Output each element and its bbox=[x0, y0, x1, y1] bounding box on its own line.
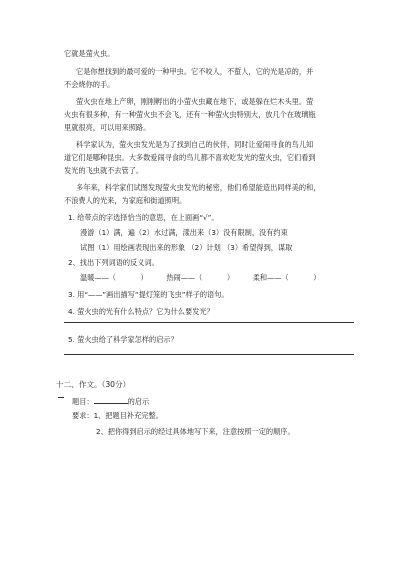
question-3: 3. 用“——”画出描写“提灯笼的飞虫”样子的语句。 bbox=[68, 290, 229, 299]
passage-line: 发光的飞虫就不去管了。 bbox=[64, 166, 144, 175]
divider-mark bbox=[58, 397, 64, 398]
question-1-option-a: 漫游（1）满，遍（2）水过满，漾出来（3）没有限制，没有约束 bbox=[80, 228, 288, 237]
requirement-2: 2、把你得到启示的经过具体地写下来，注意按照一定的顺序。 bbox=[96, 427, 295, 436]
passage-line: 它是你想找到的最可爱的一种甲虫。它不咬人，不蜇人，它的光是凉的，并 bbox=[76, 67, 314, 76]
passage-line: 它就是萤火虫。 bbox=[64, 49, 115, 58]
question-1-option-b: 试图（1）用绘画表现出来的形象 （2）计划 （3）希望得到，谋取 bbox=[80, 243, 293, 252]
antonym-3-label: 柔和——（ bbox=[252, 273, 289, 282]
passage-line: 火虫有很多种，有一种萤火虫不会飞，还有一种萤火虫特别大，放几个在玻璃瓶 bbox=[64, 110, 316, 119]
title-suffix: 的启示 bbox=[127, 397, 150, 406]
passage-line: 不浪费人的光来，为家庭和街道照明。 bbox=[64, 196, 187, 205]
requirement-1: 要求：1、把题目补充完整。 bbox=[72, 411, 163, 420]
question-2-antonym-row bbox=[80, 273, 320, 282]
section-heading: 十二、作文。（30分） bbox=[56, 380, 131, 389]
question-5: 5. 萤火虫给了科学家怎样的启示？ bbox=[68, 335, 178, 344]
antonym-3-close: ） bbox=[313, 273, 321, 282]
answer-line bbox=[64, 354, 354, 355]
passage-line: 道它们是哪种昆虫。大多数爱闹寻食的鸟儿都不喜欢吃发光的萤火虫，它们看到 bbox=[64, 153, 316, 162]
passage-line: 多年来，科学家们试图发现萤火虫发光的秘密，他们希望能造出同样美的和， bbox=[76, 183, 321, 192]
passage-line: 不会烧你的手。 bbox=[64, 80, 115, 89]
antonym-2-close: ） bbox=[226, 273, 235, 282]
antonym-2-label: 热闹——（ bbox=[166, 273, 203, 282]
passage-line: 科学家认为，萤火虫发光是为了找到自己的伙伴，同时让爱闹寻食的鸟儿知 bbox=[76, 140, 314, 149]
title-prefix: 题目： bbox=[72, 397, 94, 406]
passage-line: 里就很亮，可以用来照路。 bbox=[64, 123, 151, 132]
question-1: 1. 给带点的字选择恰当的意思，在上面画“√”。 bbox=[68, 213, 219, 222]
question-4: 4. 萤火虫的光有什么特点？它为什么要发光？ bbox=[68, 307, 214, 316]
question-2: 2、找出下列词语的反义词。 bbox=[68, 258, 159, 267]
antonym-1-close: ） bbox=[140, 273, 148, 282]
answer-line bbox=[64, 322, 354, 323]
antonym-1-label: 温暖——（ bbox=[80, 273, 116, 282]
composition-title-row bbox=[72, 396, 149, 406]
passage-line: 萤火虫在地上产卵，刚刚孵出的小萤火虫藏在地下，或是躲在烂木头里。萤 bbox=[76, 97, 314, 106]
title-blank[interactable] bbox=[94, 396, 128, 404]
